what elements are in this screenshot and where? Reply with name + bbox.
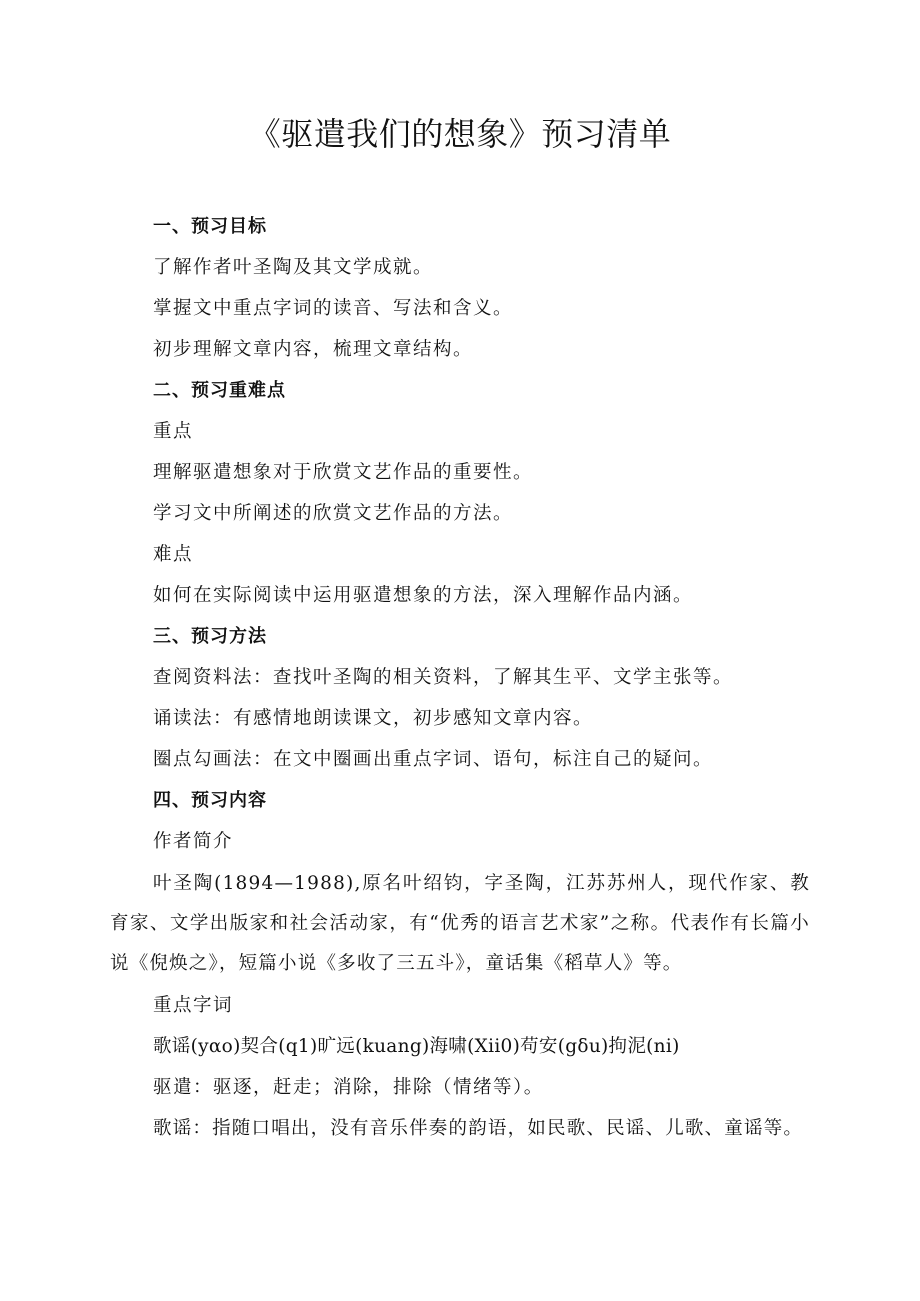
pronunciation-line: 歌谣(yαo)契合(q1)旷远(kuang)海啸(Xii0)苟安(gδu)拘泥(ni) (153, 1036, 680, 1057)
goal-item: 初步理解文章内容，梳理文章结构。 (153, 339, 474, 360)
method-item: 诵读法：有感情地朗读课文，初步感知文章内容。 (153, 708, 594, 729)
difficulty-label: 难点 (153, 544, 194, 565)
words-label: 重点字词 (153, 995, 234, 1016)
method-item: 查阅资料法：查找叶圣陶的相关资料，了解其生平、文学主张等。 (153, 667, 734, 688)
section-heading-goals: 一、预习目标 (153, 216, 267, 237)
author-label: 作者简介 (153, 831, 234, 852)
definition-item: 驱遣：驱逐，赶走；消除，排除（情绪等）。 (153, 1077, 544, 1098)
focus-item: 理解驱遣想象对于欣赏文艺作品的重要性。 (153, 462, 534, 483)
goal-item: 掌握文中重点字词的读音、写法和含义。 (153, 298, 514, 319)
section-heading-methods: 三、预习方法 (153, 626, 267, 647)
section-heading-key-points: 二、预习重难点 (153, 380, 286, 401)
difficulty-item: 如何在实际阅读中运用驱遣想象的方法，深入理解作品内涵。 (153, 585, 694, 606)
focus-label: 重点 (153, 421, 194, 442)
definition-item: 歌谣：指随口唱出，没有音乐伴奏的韵语，如民歌、民谣、儿歌、童谣等。 (153, 1118, 804, 1139)
goal-item: 了解作者叶圣陶及其文学成就。 (153, 257, 434, 278)
focus-item: 学习文中所阐述的欣赏文艺作品的方法。 (153, 503, 514, 524)
page-title: 《驱遣我们的想象》预习清单 (248, 115, 672, 153)
method-item: 圈点勾画法：在文中圈画出重点字词、语句，标注自己的疑问。 (153, 749, 714, 770)
author-paragraph: 叶圣陶(1894—1988),原名叶绍钧，字圣陶，江苏苏州人，现代作家、教育家、文学出版家和社会活动家，有“优秀的语言艺术家”之称。代表作有长篇小说《倪焕之》，短篇小说《多收了三五斗》，童话集《稻草人》等。 (110, 873, 810, 974)
section-heading-content: 四、预习内容 (153, 790, 267, 811)
